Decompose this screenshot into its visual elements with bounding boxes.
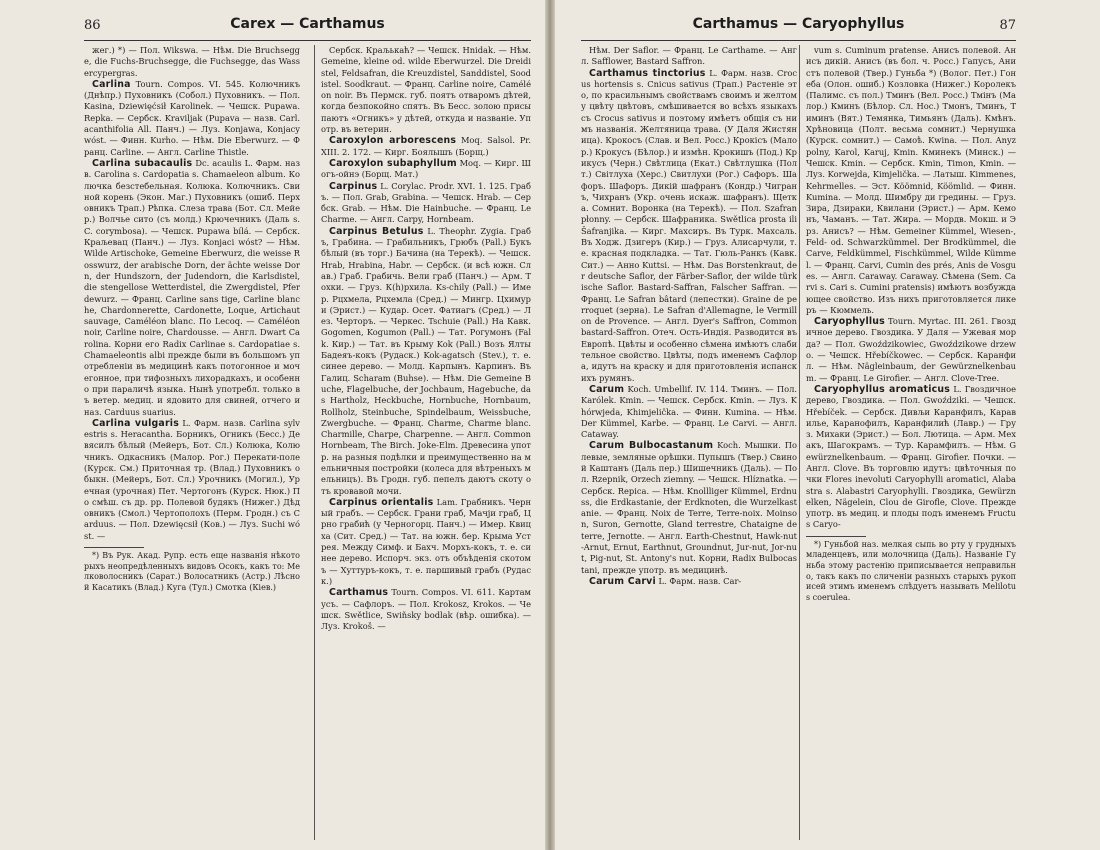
left-page	[0, 0, 545, 850]
headword: Carlina subacaulis	[92, 157, 193, 169]
entry: Нѣм. Der Saflor. — Франц. Le Carthame. — Англ. Safflower, Bastard Saffron.	[581, 45, 797, 67]
entry: жег.) *) — Пол. Wikswa. — Нѣм. Die Bruchsegge, die Fuchs-Bruchsegge, die Fuchsegge, das Wassercypergras.	[84, 45, 300, 78]
entry: Caryophyllus aromaticus L. Гвоздичное дерево, Гвоздика. — Пол. Gwoździki. — Чешск. Hřebíček. — Сербск. Дивљи Каранфилъ, Каравилье, Каранофилъ, Каранфилић (Лавр.) — Груз. Михаки (Эрист.) — Бол. Лютица. — Арм. Мехакъ, Шагокрамъ. — Тур. Карамфилъ. — Нѣм. Gewürznelkenbaum. — Франц. Girofier. Почки. — Англ. Clove. Въ торговлю идутъ: цвѣточныя почки Flores inevoluti Caryophylli aromatici, Alabastra s. Alabastri Caryophylli. Гвоздика, Gewürznelken, Nägelein, Clou de Girofle, Clove. Прежде употр. въ медиц. и плоды подъ именемъ Fructus Caryo-	[806, 383, 1016, 530]
entry: Carpinus Betulus L. Theophr. Zygia. Грабъ, Грабина. — Грабильникъ, Грюбъ (Pall.) Букъ бѣлый (въ торг.) Бачина (на Терекѣ). — Чешск. Hrab, Hrabina, Habr. — Сербск. (и всѣ южн. Слав.) Граб. Грабичь. Вели граб (Панч.) — Арм. Тохки. — Груз. К(h)рхила. Ks-chily (Pall.) — Имер. Рцхмела, Рцхемла (Сред.) — Мингр. Цхимури (Эрист.) — Кудар. Осет. Фатиагъ (Сред.) — Лез. Черторъ. — Черкес. Tschuie (Pall.) На Кавк. Gogomen, Kogumon (Pall.) — Тат. Рогумонъ (Falk. Кир.) — Тат. въ Крыму Kok (Pall.) Возъ Ялты Бадеяъ-кокъ (Рудаск.) Kok-agatsch (Stev.), т. е. синее дерево. — Молд. Карпынъ. Карпинъ. Въ Галиц. Scharam (Buhse). — Нѣм. Die Gemeine Buche, Flagelbuche, der Jochbaum, Hagebuche, das Hartholz, Heckbuche, Hornbuche, Hornbaum, Rollholz, Steinbuche, Spindelbaum, Weissbuche, Zwergbuche. — Франц. Charme, Charme blanc. Charmille, Charpe, Charpenne. — Англ. Common Hornbeam, The Birch. Joke-Elm. Древесина употр. на разныя подѣлки и преимущественно на мельничныя постройки (колеса для вѣтреныхъ мельницъ). Въ Гродн. губ. пепелъ даютъ скоту отъ кровавой мочи.	[321, 225, 531, 496]
headword: Carum	[589, 383, 625, 395]
headword: Carum Bulbocastanum	[589, 440, 714, 452]
headword: Carum Carvi	[589, 575, 656, 587]
entry: Carpinus L. Corylac. Prodr. XVI. 1. 125. Грабъ. — Пол. Grab, Grabina. — Чешск. Hrab. — Сербск. Grab. — Нѣм. Die Hainbuche. — Франц. Le Charme. — Англ. Carpy, Hornbeam.	[321, 180, 531, 225]
entry: Carlina subacaulis Dc. acaulis L. Фарм. назв. Carolina s. Cardopatia s. Chamaeleon album. Колючка безстебельная. Колюка. Колючникъ. Свиной корень (Экон. Маг.) Пуховникъ (ошиб. Перховникъ Трап.) Рѣпка. Слеза трава (Бот. Сл. Мейер.) Волчье сито (съ молд.) Крючечникъ (Даль s. C. corymbosa). — Чешск. Pupawa bílá. — Сербск. Краљевац (Панч.) — Луз. Konjaci wóst? — Нѣм. Wilde Artischoke, Gemeine Eberwurz, die weisse Rosswurz, der arabische Dorn, der ächte weisse Dorn, der Hundszorn, der Judendorn, die Karlsdistel, die stengellose Wetterdistel, die Zwergdistel, Pferdewurz. — Франц. Carline sans tige, Carline blanche, Chardonnerette, Cardonette, Loque, Artichaut sauvage, Caméléon blanc. По Lecoq. — Caméléon noir, Carline noire, Chardousse. — Англ. Dwart Carolina. Корни его Radix Carlinae s. Cardopatiae s. Chamaeleontis albi прежде были въ большомъ употребленіи въ медицинѣ какъ потогонное и мочегонное, при тифозныхъ лихорадкахъ, и особенно при параличѣ языка. Нынѣ употребл. только въ ветер. медиц. и ядовито для свиней, отчего и наз. Carduus suarius.	[84, 157, 300, 417]
headword: Carlina vulgaris	[92, 417, 179, 429]
headword: Carpinus orientalis	[329, 496, 434, 508]
entry: Carlina vulgaris L. Фарм. назв. Carlina sylvestris s. Heracantha. Борникъ, Огникъ (Бесс.) Девясилъ бѣлый (Мейеръ, Бот. Сл.) Колюка, Колючникъ. Одкасникъ (Малор. Рог.) Перекати-поле (Курск. См.) Приточная тр. (Влад.) Пуховникъ обыкн. (Мейеръ, Бот. Сл.) Урочникъ (Могил.), Уречная (урочная) Пет. Чертогонъ (Курск. Нюк.) По смѣш. съ др. рр. Полевой будякъ (Нижег.) Дѣдовникъ (Смол.) Чертополохъ (Перм. Гродн.) съ Carduus. — Пол. Dzewięcsił (Ков.) — Луз. Suchi wóst. —	[84, 417, 300, 541]
entry: Carthamus tinctorius L. Фарм. назв. Crocus hortensis s. Cnicus sativus (Трап.) Растеніе это, по красильнымъ свойствамъ своимъ и желтому цвѣту цвѣтовъ, смѣшивается во всѣхъ языкахъ съ Crocus sativus и поэтому имѣетъ общія съ нимъ названія. Желтяница трава. (У Даля Жистяница). Крокосъ (Слав. и Вел. Росс.) Крокісъ (Малор.) Крокусъ (Бѣлор.) и измѣн. Крокишъ (Под.) Крикусъ (Черн.) Свѣтлица (Екат.) Свѣтлушка (Полт.) Світлуха (Херс.) Свитлухи (Рог.) Сафоръ. Шафоръ. Шафоръ. Дикій шафранъ (Кондр.) Чигранъ, Чихранъ (Укр. очень искаж. шафранъ). Щетка. Сомнит. Воронка (на Терекѣ). — Пол. Szafran płonny. — Сербск. Шафраника. Swětlica prosta ili Šafranjika. — Кирг. Махсиръ. Въ Турк. Махсаль. Въ Ходж. Дзигеръ (Кир.) — Груз. Алисарчули, т. е. красная подкладка. — Тат. Гюль-Ранкъ (Кавк. Сит.) — Анно Kuttsi. — Нѣм. Das Borstenkraut, der deutsche Saflor, der Färber-Saflor, der wilde türkische Saflor. Bastard-Saffran, Falscher Saffran. — Франц. Le Safran bâtard (лепестки). Graine de perroquet (зерна). Le Safran d'Allemagne, le Vermillon de Provence. — Англ. Dyer's Saffron, Common bastard-Saffron. Отеч. Ость-Индія. Разводится въ Европѣ. Цвѣты и особенно сѣмена имѣютъ слабительное свойство. Цвѣты, подъ именемъ Сафлора, идутъ на краску и для приготовленія испанскихъ румянъ.	[581, 67, 797, 383]
page-header	[581, 14, 1016, 41]
running-head: Carex — Carthamus	[230, 16, 385, 32]
headword: Caroxylon subaphyllum	[329, 157, 457, 169]
column-1	[84, 45, 300, 840]
columns	[84, 45, 531, 840]
entry: vum s. Cuminum pratense. Анисъ полевой. Анисъ дикій. Анисъ (въ бол. ч. Росс.) Гапусъ, Анистъ полевой (Твер.) Гуньба *) (Волог. Пет.) Гонеба (Олон. ошиб.) Козловка (Нижег.) Королекъ (Палимс. съ пол.) Тминъ (Вел. Росс.) Тмінъ (Малор.) Кминъ (Бѣлор. Сл. Нос.) Тмонъ, Тминъ, Тиминъ (Вят.) Темянка, Тимьянъ (Даль). Кмѣнъ. Хрѣновица (Полт. весьма сомнит.) Чернушка (Курск. сомнит.) — Самоѣ. Kwina. — Пол. Anyz polny, Karol, Karuj, Kmin. Кминекъ (Минск.) — Чешск. Kmin. — Сербск. Kmin, Timon, Kmin. — Луз. Korwejda, Kimjelička. — Латыш. Kimmenes, Kehrmelles. — Эст. Köömnid, Köömlid. — Финн. Kumina. — Молд. Шимбру ди гредины. — Груз. Зира, Дзираки, Квилани (Эрист.) — Арм. Кемонъ, Чаманъ. — Тат. Жира. — Мордв. Мокш. и Эрз. Анисъ? — Нѣм. Gemeiner Kümmel, Wiesen-, Feld- od. Schwarzkümmel. Der Brodkümmel, die Carve, Feldkümmel, Fischkümmel, Wilde Kümmel. — Франц. Carvi, Cumin des prés, Anis de Vosgues. — Англ. Caraway. Caraway. Сѣмена (Sem. Carvi s. Cari s. Cumini pratensis) имѣютъ возбуждающее свойство. Изъ нихъ приготовляется ликеръ — Кюммель.	[806, 45, 1016, 315]
entry: Carlina Tourn. Compos. VI. 545. Колючникъ (Днѣпр.) Пуховникъ (Собол.) Пуховникъ. — Пол. Kasina, Dziewięćsił Karolinek. — Чешск. Pupawa. Repka. — Сербск. Kraviljak (Pupava — назв. Carl. acanthifolia All. Панч.) — Луз. Konjawa, Konjacy wóst. — Финн. Kurho. — Нѣм. Die Eberwurz. — Франц. Carline. — Англ. Carline Thistle.	[84, 78, 300, 157]
entry: Сербск. Краљькаћ? — Чешск. Hnidak. — Нѣм. Gemeine, kleine od. wilde Eberwurzel. Die Dreidistel, Feldsafran, die Kreuzdistel, Sanddistel, Soodistel. Soodkraut. — Франц. Carline noire, Caméléon noir. Въ Пермск. губ. поятъ отваромъ дѣтей, когда безпокойно спятъ. Въ Бесс. золою присыпаютъ «Огникъ» у дѣтей, откуда и названіе. Употр. въ ветерин.	[321, 45, 531, 135]
column-2	[314, 45, 531, 840]
headword: Carthamus	[329, 587, 389, 599]
entry: Carthamus Tourn. Compos. VI. 611. Картамусъ. — Сафлоръ. — Пол. Krokosz, Krokos. — Чешск. Swětlice, Swiňsky bodlak (вѣр. ошибка). — Луз. Krokoš. —	[321, 587, 531, 632]
entry: Carum Carvi L. Фарм. назв. Car-	[589, 575, 742, 587]
headword: Caryophyllus aromaticus	[814, 383, 951, 395]
column-1	[581, 45, 797, 840]
right-page	[555, 0, 1100, 850]
entry: Carpinus orientalis Lam. Грабникъ. Черный грабъ. — Сербск. Грани граб, Мачји граб, Црно грабић (у Черногорц. Панч.) — Имер. Квицха (Сит. Сред.) — Тат. на южн. бер. Крыма Устрея. Между Симф. и Бахч. Морхъ-кокъ, т. е. синее дерево. Испорч. экз. отъ объѣденія скотомъ — Хуттуръ-кокъ, т. е. паршивый грабъ (Рудаск.)	[321, 496, 531, 586]
footnote-rule	[84, 547, 144, 548]
headword: Carpinus	[329, 180, 378, 192]
headword: Carthamus tinctorius	[589, 67, 706, 79]
headword: Carоxylon arborescens	[329, 135, 457, 147]
entry: Carоxylon arborescens Moq. Salsol. Pr. XIII. 2. 172. — Кирг. Боялышъ (Борщ.)	[321, 135, 531, 157]
footnote: *) Гуньбой наз. мелкая сыпь во рту у грудныхъ младенцевъ, или молочница (Даль). Названіе Гуньба этому растенію приписывается неправильно, такъ какъ по сличеніи разныхъ старыхъ рукописей этимъ именемъ слѣдуетъ называть Melilotus coerulea.	[806, 539, 1016, 602]
headword: Carpinus Betulus	[329, 225, 424, 237]
headword: Carlina	[92, 78, 131, 90]
footnote: *) Въ Рук. Акад. Рупр. есть еще названія нѣкоторыхъ неопредѣленныхъ видовъ Осокъ, какъ то: Мелковолосникъ (Сарат.) Волосатникъ (Астр.) Лѣсной Касатикъ (Влад.) Куга (Тул.) Смотка (Кіев.)	[84, 551, 300, 592]
running-head: Carthamus — Caryophyllus	[692, 16, 905, 32]
entry: Caryophyllus Tourn. Myrtac. III. 261. Гвоздичное дерево. Гвоздика. У Даля — Ужевая морда? — Пол. Gwoździkowiec, Gwoździkowe drzewo. — Чешск. Hřebíčkowec. — Сербск. Каранфил. — Нѣм. Nägleinbaum, der Gewürznelkenbaum. — Франц. Le Girofier. — Англ. Clove-Tree.	[806, 316, 1016, 383]
columns	[581, 45, 1016, 840]
page-header	[84, 14, 531, 41]
entry: Caroxylon subaphyllum Moq. — Кирг. Шогъ-ойнэ (Борщ. Мат.)	[321, 157, 531, 180]
book-gutter	[545, 0, 555, 850]
headword: Caryophyllus	[814, 316, 885, 328]
footnote-rule	[806, 536, 866, 537]
page-number: 86	[84, 18, 101, 33]
column-2	[799, 45, 1016, 840]
page-number: 87	[999, 18, 1016, 33]
entry: Carum Koch. Umbellif. IV. 114. Тминъ. — Пол. Karólek. Kmin. — Чешск. Сербск. Kmin. — Луз. Khórwjeda, Khimjelička. — Финн. Kumina. — Нѣм. Der Kümmel, Karbe. — Франц. Le Carvi. — Англ. Cataway.	[581, 383, 797, 440]
entry: Carum Bulbocastanum Koch. Мышки. Полевые, земляные орѣшки. Пупышъ (Твер.) Свиной Каштанъ (Даль пер.) Шишечникъ (Даль). — Пол. Rzepnik, Orzech ziemny. — Чешск. Hlíznatka. — Сербск. Repica. — Нѣм. Knollliger Kümmel, Erdnuss, die Erdkastanie, der Erdknoten, die Wurzelkastanie. — Франц. Noix de Terre, Terre-noix. Moinson, Suron, Gernotte, Gland terrestre, Chataigne de terre, Jernotte. — Англ. Earth-Chestnut, Hawk-nut-Arnut, Ernut, Earthnut, Groundnut, Jur-nut, Jor-nut, Pig-nut, St. Antony's nut. Корни, Radix Bulbocastani, прежде употр. въ медицинѣ.	[581, 440, 797, 575]
